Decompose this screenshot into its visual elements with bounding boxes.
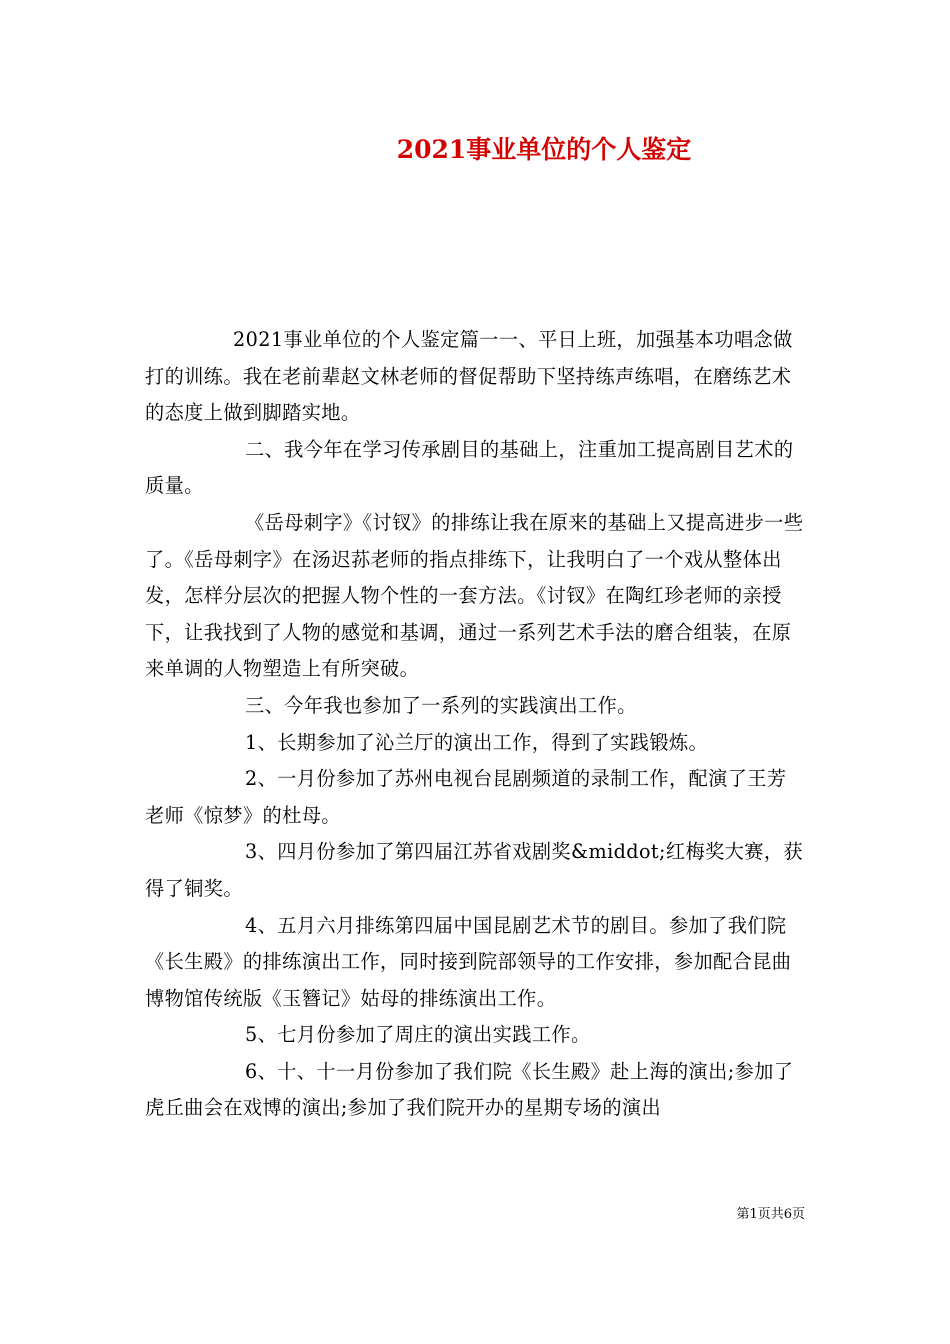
paragraph-4: 三、今年我也参加了一系列的实践演出工作。 <box>245 693 637 717</box>
paragraph-10: 6、十、十一月份参加了我们院《长生殿》赴上海的演出;参加了虎丘曲会在戏博的演出;参加了我们院开办的星期专场的演出 <box>145 1059 794 1120</box>
page-number: 第1页共6页 <box>736 1207 805 1222</box>
paragraph-9: 5、七月份参加了周庄的演出实践工作。 <box>245 1023 591 1047</box>
document-title: 2021事业单位的个人鉴定 <box>396 135 692 164</box>
paragraph-8: 4、五月六月排练第四届中国昆剧艺术节的剧目。参加了我们院《长生殿》的排练演出工作，同时接到院部领导的工作安排，参加配合昆曲博物馆传统版《玉簪记》姑母的排练演出工作。 <box>145 913 792 1010</box>
paragraph-2: 二、我今年在学习传承剧目的基础上，注重加工提高剧目艺术的质量。 <box>145 437 794 498</box>
paragraph-5: 1、长期参加了沁兰厅的演出工作，得到了实践锻炼。 <box>245 730 709 754</box>
paragraph-6: 2、一月份参加了苏州电视台昆剧频道的录制工作，配演了王芳老师《惊梦》的杜母。 <box>145 767 787 827</box>
paragraph-1: 2021事业单位的个人鉴定篇一一、平日上班，加强基本功唱念做打的训练。我在老前辈赵文林老师的督促帮助下坚持练声练唱，在磨练艺术的态度上做到脚踏实地。 <box>145 328 793 425</box>
paragraph-3: 《岳母刺字》《讨钗》的排练让我在原来的基础上又提高进步一些了。《岳母刺字》在汤迟荪老师的指点排练下，让我明白了一个戏从整体出发，怎样分层次的把握人物个性的一套方法。《讨钗》在陶红珍老师的亲授下，让我找到了人物的感觉和基调，通过一系列艺术手法的磨合组装，在原来单调的人物塑造上有所突破。 <box>145 510 804 681</box>
paragraph-7: 3、四月份参加了第四届江苏省戏剧奖&middot;红梅奖大赛，获得了铜奖。 <box>145 840 804 900</box>
document-body <box>145 322 805 1127</box>
